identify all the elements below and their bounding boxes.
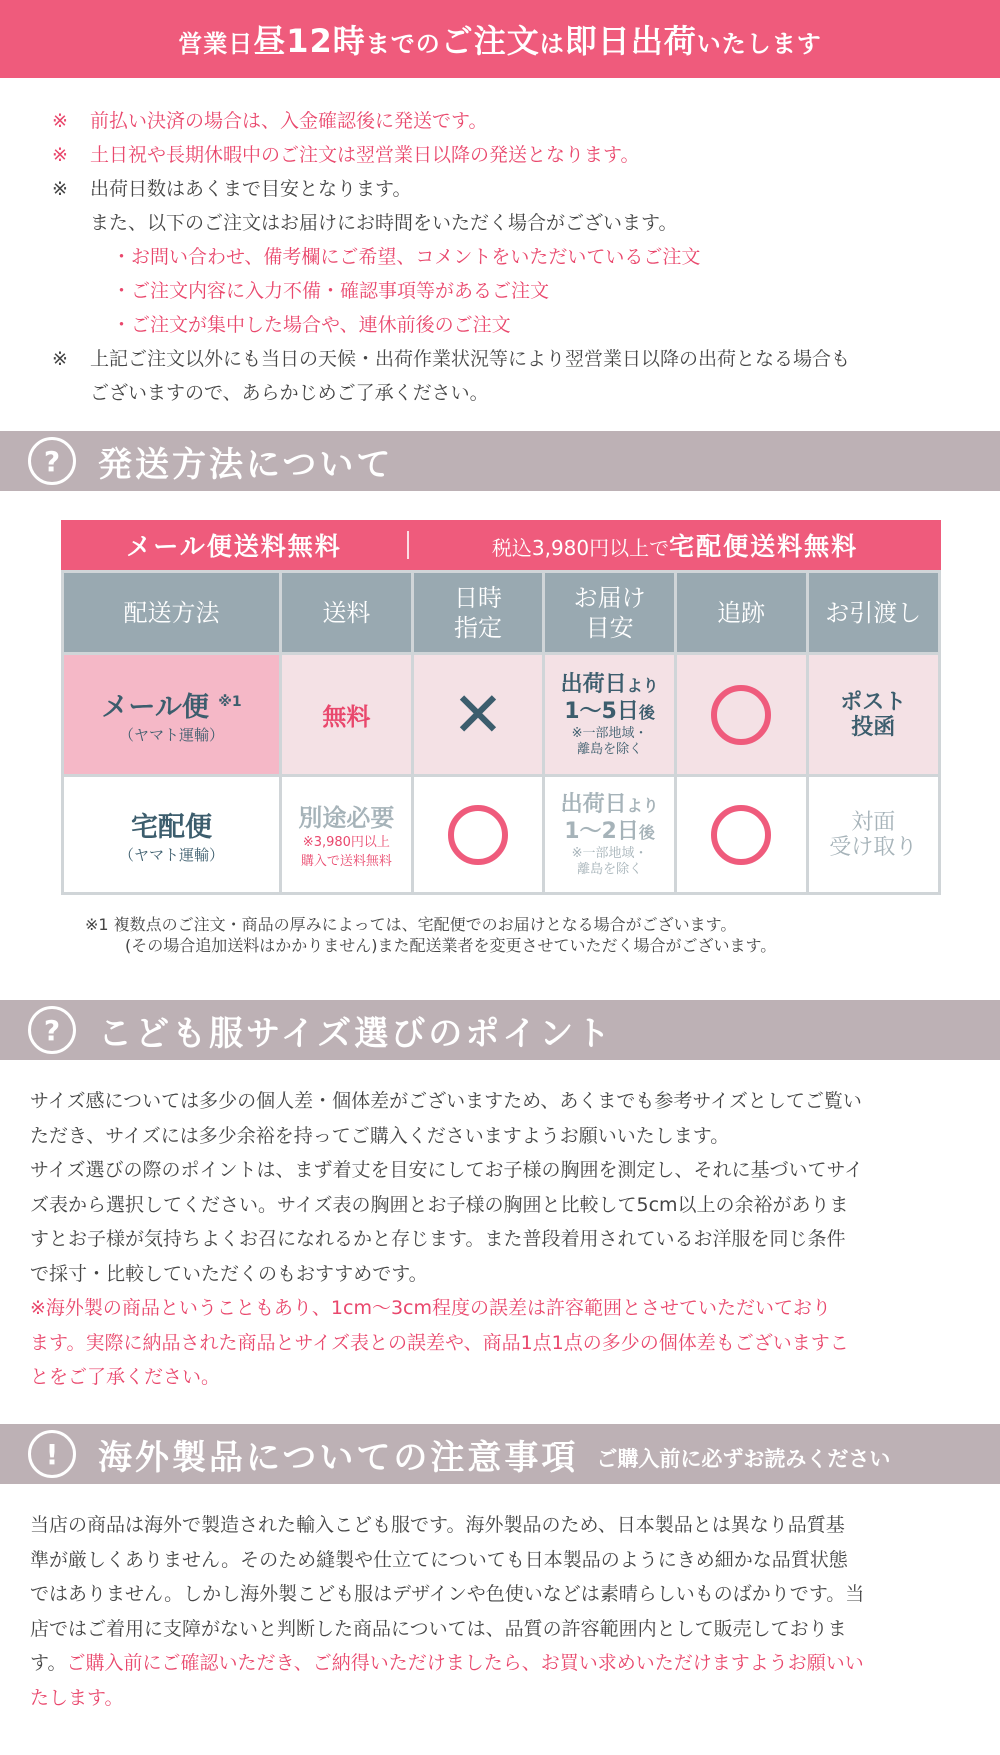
question-icon: ?	[28, 437, 76, 485]
cross-icon: ✕	[452, 677, 504, 751]
fee-cell: 別途必要 ※3,980円以上 購入で送料無料	[281, 776, 413, 894]
table-row	[63, 776, 940, 894]
note-sub-item: ・ご注文が集中した場合や、連休前後のご注文	[112, 314, 511, 336]
mail-free-label: メール便送料無料	[126, 532, 342, 561]
fee-cell: 無料	[281, 654, 413, 776]
table-header-row	[63, 572, 940, 654]
tracking-cell	[675, 654, 807, 776]
section-subtitle: ご購入前に必ずお読みください	[596, 1447, 891, 1471]
circle-icon	[711, 805, 771, 865]
section-header-size	[0, 1000, 1000, 1060]
tracking-cell	[675, 776, 807, 894]
note-item: ※ 上記ご注文以外にも当日の天候・出荷作業状況等により翌営業日以降の出荷となる場合も	[52, 348, 851, 370]
header-handover: お引渡し	[807, 572, 940, 654]
section-title: 発送方法について	[98, 444, 394, 485]
takuhai-free-label: 税込3,980円以上で宅配便送料無料	[491, 532, 859, 561]
circle-icon	[711, 685, 771, 745]
note-sub-item: ・お問い合わせ、備考欄にご希望、コメントをいただいているご注文	[112, 246, 701, 268]
free-shipping-bar	[61, 520, 941, 570]
banner-text: 営業日昼12時までのご注文は即日出荷いたします	[178, 22, 822, 60]
note-item: ※ 前払い決済の場合は、入金確認後に発送です。	[52, 110, 488, 132]
method-takuhai: 宅配便 （ヤマト運輸）	[63, 776, 281, 894]
note-continuation: ございますので、あらかじめご了承ください。	[90, 382, 489, 404]
size-guide-text: サイズ感については多少の個人差・個体差がございますため、あくまでも参考サイズとしてご覧い ただき、サイズには多少余裕を持ってご購入くださいますようお願いいたします。 サイズ選びの際のポイントは、まず着丈を目安にしてお子様の胸囲を測定し、それに基づいてサイ ズ表から選択してください。サイズ表の胸囲とお子様の胸囲と比較して5cm以上の余裕がありま すとお子様が気持ちよくお召になれるかと存じます。また普段着用されているお洋服を同じ条件 で採寸・比較していただくのもおすすめです。 ※海外製の商品ということもあり、1cm〜3cm程度の誤差は許容範囲とさせていただいており ます。実際に納品された商品とサイズ表との誤差や、商品1点1点の多少の個体差もございますこ とをご了承ください。	[30, 1090, 864, 1388]
handover-cell: 対面 受け取り	[807, 776, 940, 894]
header-fee: 送料	[281, 572, 413, 654]
exclamation-icon: !	[28, 1430, 76, 1478]
table-row	[63, 654, 940, 776]
top-banner	[0, 0, 1000, 78]
overseas-notice-text: 当店の商品は海外で製造された輸入こども服です。海外製品のため、日本製品とは異なり品質基 準が厳しくありません。そのため縫製や仕立てについても日本製品のようにきめ細かな品質状態 ではありません。しかし海外製こども服はデザインや色使いなどは素晴らしいものばかりです。当 店ではご着用に支障がないと判断した商品については、品質の許容範囲内として販売しておりま す。ご購入前にご確認いただき、ご納得いただけましたら、お買い求めいただけますようお願いい たします。	[30, 1514, 865, 1709]
shipping-table	[61, 570, 941, 895]
method-mail: メール便 $^{※1}$ （ヤマト運輸）	[63, 654, 281, 776]
datetime-cell	[412, 654, 544, 776]
datetime-cell	[412, 776, 544, 894]
header-datetime: 日時 指定	[412, 572, 544, 654]
estimate-cell: 出荷日より 1〜5日後 ※一部地域・ 離島を除く	[544, 654, 676, 776]
estimate-cell: 出荷日より 1〜2日後 ※一部地域・ 離島を除く	[544, 776, 676, 894]
shipping-notes	[52, 104, 972, 410]
header-estimate: お届け 目安	[544, 572, 676, 654]
note-item: ※ 出荷日数はあくまで目安となります。	[52, 178, 412, 200]
table-footnote: ※1 複数点のご注文・商品の厚みによっては、宅配便でのお届けとなる場合がございます。 (その場合追加送料はかかりません)また配送業者を変更させていただく場合がございます。	[85, 915, 777, 955]
note-item: ※ 土日祝や長期休暇中のご注文は翌営業日以降の発送となります。	[52, 144, 640, 166]
handover-cell: ポスト 投函	[807, 654, 940, 776]
circle-icon	[448, 805, 508, 865]
note-continuation: また、以下のご注文はお届けにお時間をいただく場合がございます。	[90, 212, 678, 234]
divider	[407, 531, 409, 559]
section-title: 海外製品についての注意事項	[98, 1437, 579, 1478]
header-tracking: 追跡	[675, 572, 807, 654]
section-title: こども服サイズ選びのポイント	[98, 1013, 614, 1054]
header-method: 配送方法	[63, 572, 281, 654]
section-header-overseas	[0, 1424, 1000, 1484]
note-sub-item: ・ご注文内容に入力不備・確認事項等があるご注文	[112, 280, 550, 302]
section-header-shipping	[0, 431, 1000, 491]
question-icon: ?	[28, 1006, 76, 1054]
